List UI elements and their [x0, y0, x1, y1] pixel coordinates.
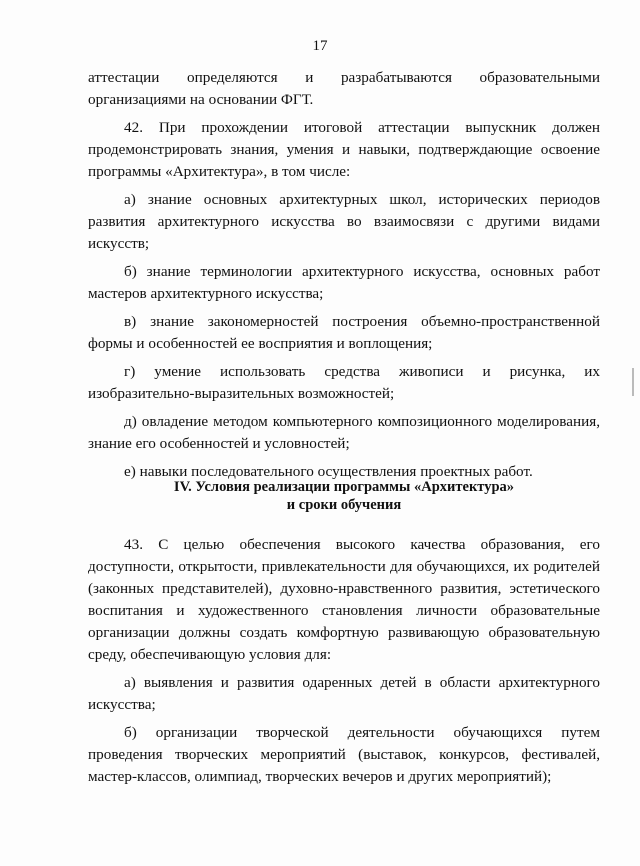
section-heading-line-1: IV. Условия реализации программы «Архитектура»: [173, 479, 515, 495]
body-text-bottom: [88, 534, 600, 788]
list-item: а) выявления и развития одаренных детей в области архитектурного искусства;: [88, 674, 600, 713]
list-item: а) знание основных архитектурных школ, исторических периодов развития архитектурного искусства во взаимосвязи с другими видами искусств;: [88, 191, 600, 252]
list-item: е) навыки последовательного осуществления проектных работ.: [124, 463, 533, 480]
paragraph: 42. При прохождении итоговой аттестации выпускник должен продемонстрировать знания, умения и навыки, подтверждающие освоение программы «Архитектура», в том числе:: [88, 119, 600, 180]
list-item: д) овладение методом компьютерного композиционного моделирования, знание его особенностей и условностей;: [88, 413, 600, 452]
list-item: г) умение использовать средства живописи и рисунка, их изобразительно-выразительных возможностей;: [88, 363, 600, 402]
section-heading: [88, 478, 600, 514]
page-number: 17: [312, 38, 328, 54]
section-heading-line-2: и сроки обучения: [286, 497, 402, 513]
body-text-top: [88, 67, 600, 483]
list-item: б) знание терминологии архитектурного искусства, основных работ мастеров архитектурного искусства;: [88, 263, 600, 302]
list-item: в) знание закономерностей построения объемно-пространственной формы и особенностей ее восприятия и воплощения;: [88, 313, 600, 352]
list-item: б) организации творческой деятельности обучающихся путем проведения творческих мероприятий (выставок, конкурсов, фестивалей, мастер-классов, олимпиад, творческих вечеров и других мероприятий);: [88, 724, 600, 785]
scan-edge-mark: [632, 368, 634, 396]
paragraph: 43. С целью обеспечения высокого качества образования, его доступности, открытости, привлекательности для обучающихся, их родителей (законных представителей), духовно-нравственного развития, эстетического воспитания и художественного становления личности образовательные организации должны создать комфортную развивающую образовательную среду, обеспечивающую условия для:: [88, 536, 600, 663]
paragraph: аттестации определяются и разрабатываются образовательными организациями на основании ФГТ.: [88, 69, 600, 108]
